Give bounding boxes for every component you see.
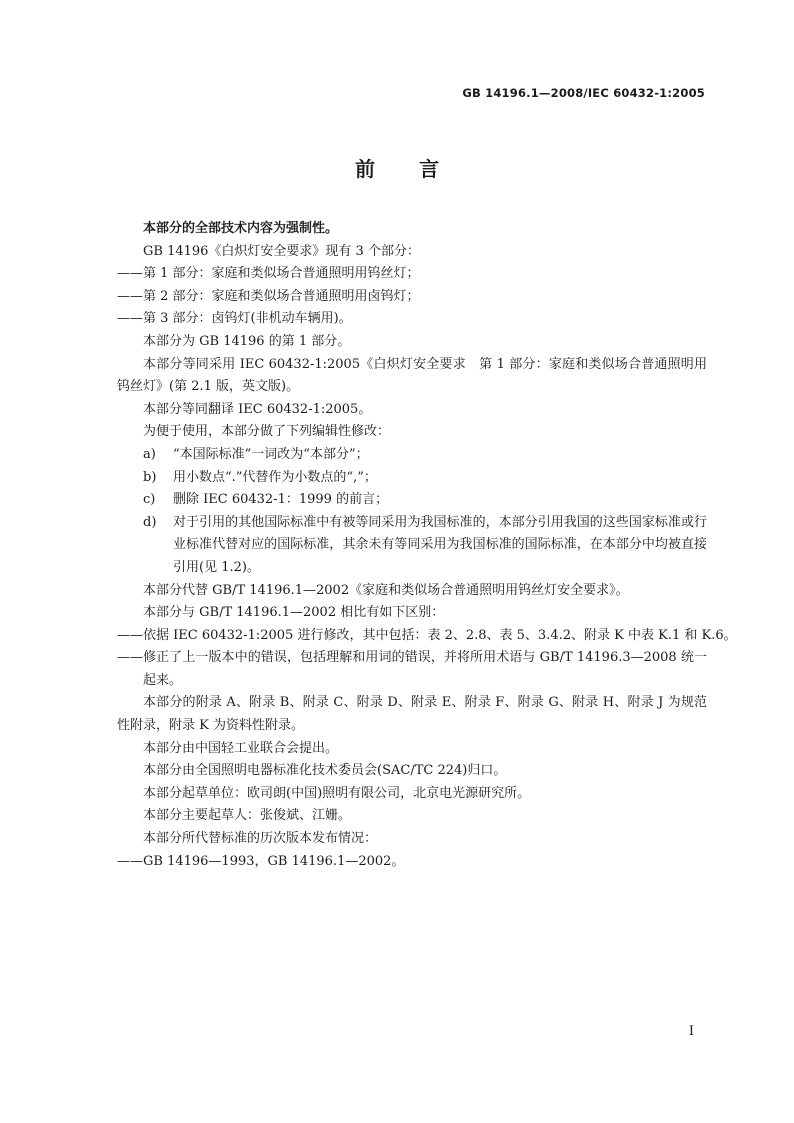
paragraph-annexes: 本部分的附录 A、附录 B、附录 C、附录 D、附录 E、附录 F、附录 G、附录 H、附录 J 为规范性附录，附录 K 为资料性附录。: [117, 695, 707, 734]
list-marker: b): [143, 469, 157, 485]
title-char-2: 言: [419, 157, 439, 181]
dash-item-text: 第 3 部分：卤钨灯(非机动车辆用)。: [143, 311, 352, 327]
dash-item-part1: [117, 263, 707, 286]
paragraph-consists: GB 14196《白炽灯安全要求》现有 3 个部分：: [143, 243, 420, 259]
paragraph-adopt: 本部分等同采用 IEC 60432-1:2005《白炽灯安全要求 第 1 部分：家庭和类似场合普通照明用钨丝灯》(第 2.1 版，英文版)。: [117, 356, 707, 395]
paragraph-edits-intro: 为便于使用，本部分做了下列编辑性修改：: [143, 424, 391, 440]
list-marker: c): [143, 492, 156, 508]
history-item: [117, 851, 707, 874]
dash-item-text: 依据 IEC 60432-1:2005 进行修改，其中包括：表 2、2.8、表 5、3.4.2、附录 K 中表 K.1 和 K.6。: [143, 627, 737, 643]
list-item-text: 对于引用的其他国际标准中有被等同采用为我国标准的，本部分引用我国的这些国家标准或行业标准代替对应的国际标准，其余未有等同采用为我国标准的国际标准，在本部分中均被直接引用(见 1.2)。: [173, 514, 707, 575]
paragraph-proposed: 本部分由中国轻工业联合会提出。: [143, 740, 339, 756]
list-item-text: 删除 IEC 60432-1：1999 的前言；: [173, 492, 389, 508]
paragraph-replaces: 本部分代替 GB/T 14196.1—2002《家庭和类似场合普通照明用钨丝灯安全要求》。: [143, 582, 629, 598]
dash-mark: ——: [117, 288, 143, 304]
dash-item-text: GB 14196—1993，GB 14196.1—2002。: [143, 853, 405, 869]
page-title: [0, 153, 794, 182]
diff-item-1: [117, 625, 737, 648]
title-char-1: 前: [355, 157, 375, 181]
foreword-body: [117, 218, 737, 873]
paragraph-drafters: 本部分主要起草人：张俊斌、江姗。: [143, 808, 352, 824]
dash-item-text: 修正了上一版本中的错误，包括理解和用词的错误，并将所用术语与 GB/T 14196.3—2008 统一起来。: [143, 650, 707, 688]
dash-mark: ——: [117, 627, 143, 643]
dash-mark: ——: [117, 853, 143, 869]
dash-item-text: 第 1 部分：家庭和类似场合普通照明用钨丝灯；: [143, 266, 420, 282]
edit-item-d: [117, 512, 707, 580]
standard-code-header: GB 14196.1—2008/IEC 60432-1:2005: [462, 86, 705, 100]
edit-item-a: [117, 444, 707, 467]
paragraph-translate: 本部分等同翻译 IEC 60432-1:2005。: [143, 401, 372, 417]
paragraph-drafting-units: 本部分起草单位：欧司朗(中国)照明有限公司，北京电光源研究所。: [143, 785, 531, 801]
dash-mark: ——: [117, 650, 143, 666]
dash-mark: ——: [117, 311, 143, 327]
paragraph-differences: 本部分与 GB/T 14196.1—2002 相比有如下区别：: [143, 605, 445, 621]
paragraph-centralized: 本部分由全国照明电器标准化技术委员会(SAC/TC 224)归口。: [143, 763, 507, 779]
list-item-text: “本国际标准”一词改为“本部分”；: [173, 446, 369, 462]
edit-item-b: [117, 467, 707, 490]
paragraph-history-intro: 本部分所代替标准的历次版本发布情况：: [143, 831, 378, 847]
list-item-text: 用小数点“.”代替作为小数点的“,”；: [173, 469, 377, 485]
list-marker: a): [143, 446, 156, 462]
dash-item-part2: [117, 286, 707, 309]
page-number: I: [688, 1024, 694, 1039]
dash-mark: ——: [117, 266, 143, 282]
list-marker: d): [143, 514, 157, 530]
paragraph-is-part1: 本部分为 GB 14196 的第 1 部分。: [143, 333, 351, 349]
dash-item-part3: [117, 308, 707, 331]
diff-item-2: [117, 647, 707, 692]
edit-item-c: [117, 489, 707, 512]
paragraph-mandatory: 本部分的全部技术内容为强制性。: [143, 221, 339, 236]
dash-item-text: 第 2 部分：家庭和类似场合普通照明用卤钨灯；: [143, 288, 420, 304]
